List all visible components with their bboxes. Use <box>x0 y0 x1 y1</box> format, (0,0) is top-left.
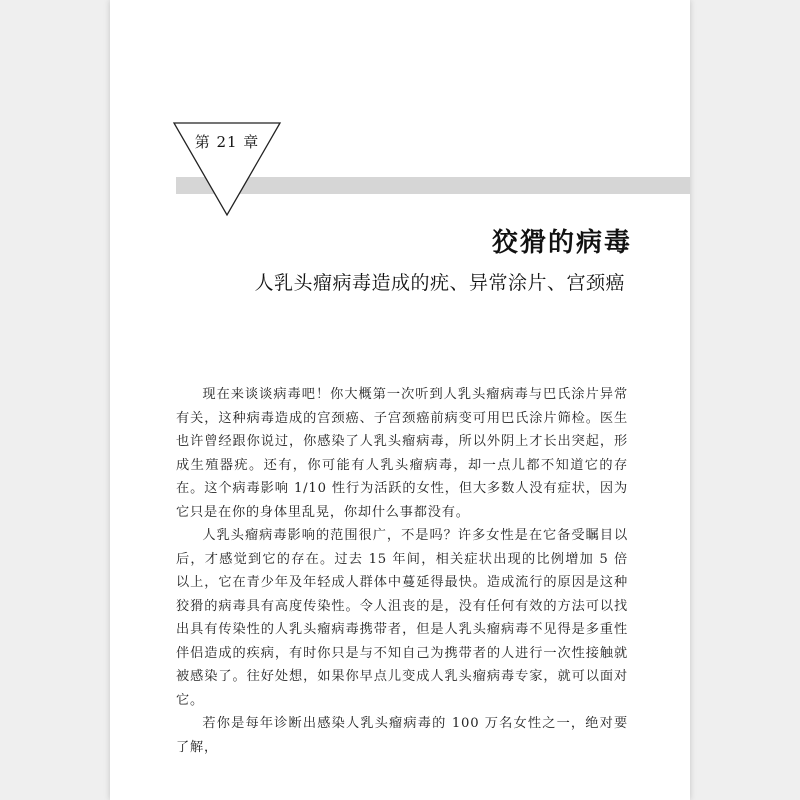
paragraph: 现在来谈谈病毒吧！你大概第一次听到人乳头瘤病毒与巴氏涂片异常有关，这种病毒造成的宫颈癌、子宫颈癌前病变可用巴氏涂片筛检。医生也许曾经跟你说过，你感染了人乳头瘤病毒，所以外阴上才长出突起，形成生殖器疣。还有，你可能有人乳头瘤病毒，却一点儿都不知道它的存在。这个病毒影响 1/10 性行为活跃的女性，但大多数人没有症状，因为它只是在你的身体里乱晃，你却什么事都没有。 <box>176 387 628 520</box>
paragraph: 人乳头瘤病毒影响的范围很广，不是吗？许多女性是在它备受瞩目以后，才感觉到它的存在。过去 15 年间，相关症状出现的比例增加 5 倍以上，它在青少年及年轻成人群体中蔓延得最快。造成流行的原因是这种狡猾的病毒具有高度传染性。令人沮丧的是，没有任何有效的方法可以找出具有传染性的人乳头瘤病毒携带者，但是人乳头瘤病毒不见得是多重性伴侣造成的疾病，有时你只是与不知自己为携带者的人进行一次性接触就被感染了。往好处想，如果你早点儿变成人乳头瘤病毒专家，就可以面对它。 <box>176 528 628 708</box>
chapter-title: 狡猾的病毒 <box>491 228 632 258</box>
chapter-number: 第 21 章 <box>194 133 260 151</box>
chapter-subtitle: 人乳头瘤病毒造成的疣、异常涂片、宫颈癌 <box>254 272 625 294</box>
body-text <box>176 383 628 759</box>
paragraph: 若你是每年诊断出感染人乳头瘤病毒的 100 万名女性之一，绝对要了解， <box>176 716 628 755</box>
